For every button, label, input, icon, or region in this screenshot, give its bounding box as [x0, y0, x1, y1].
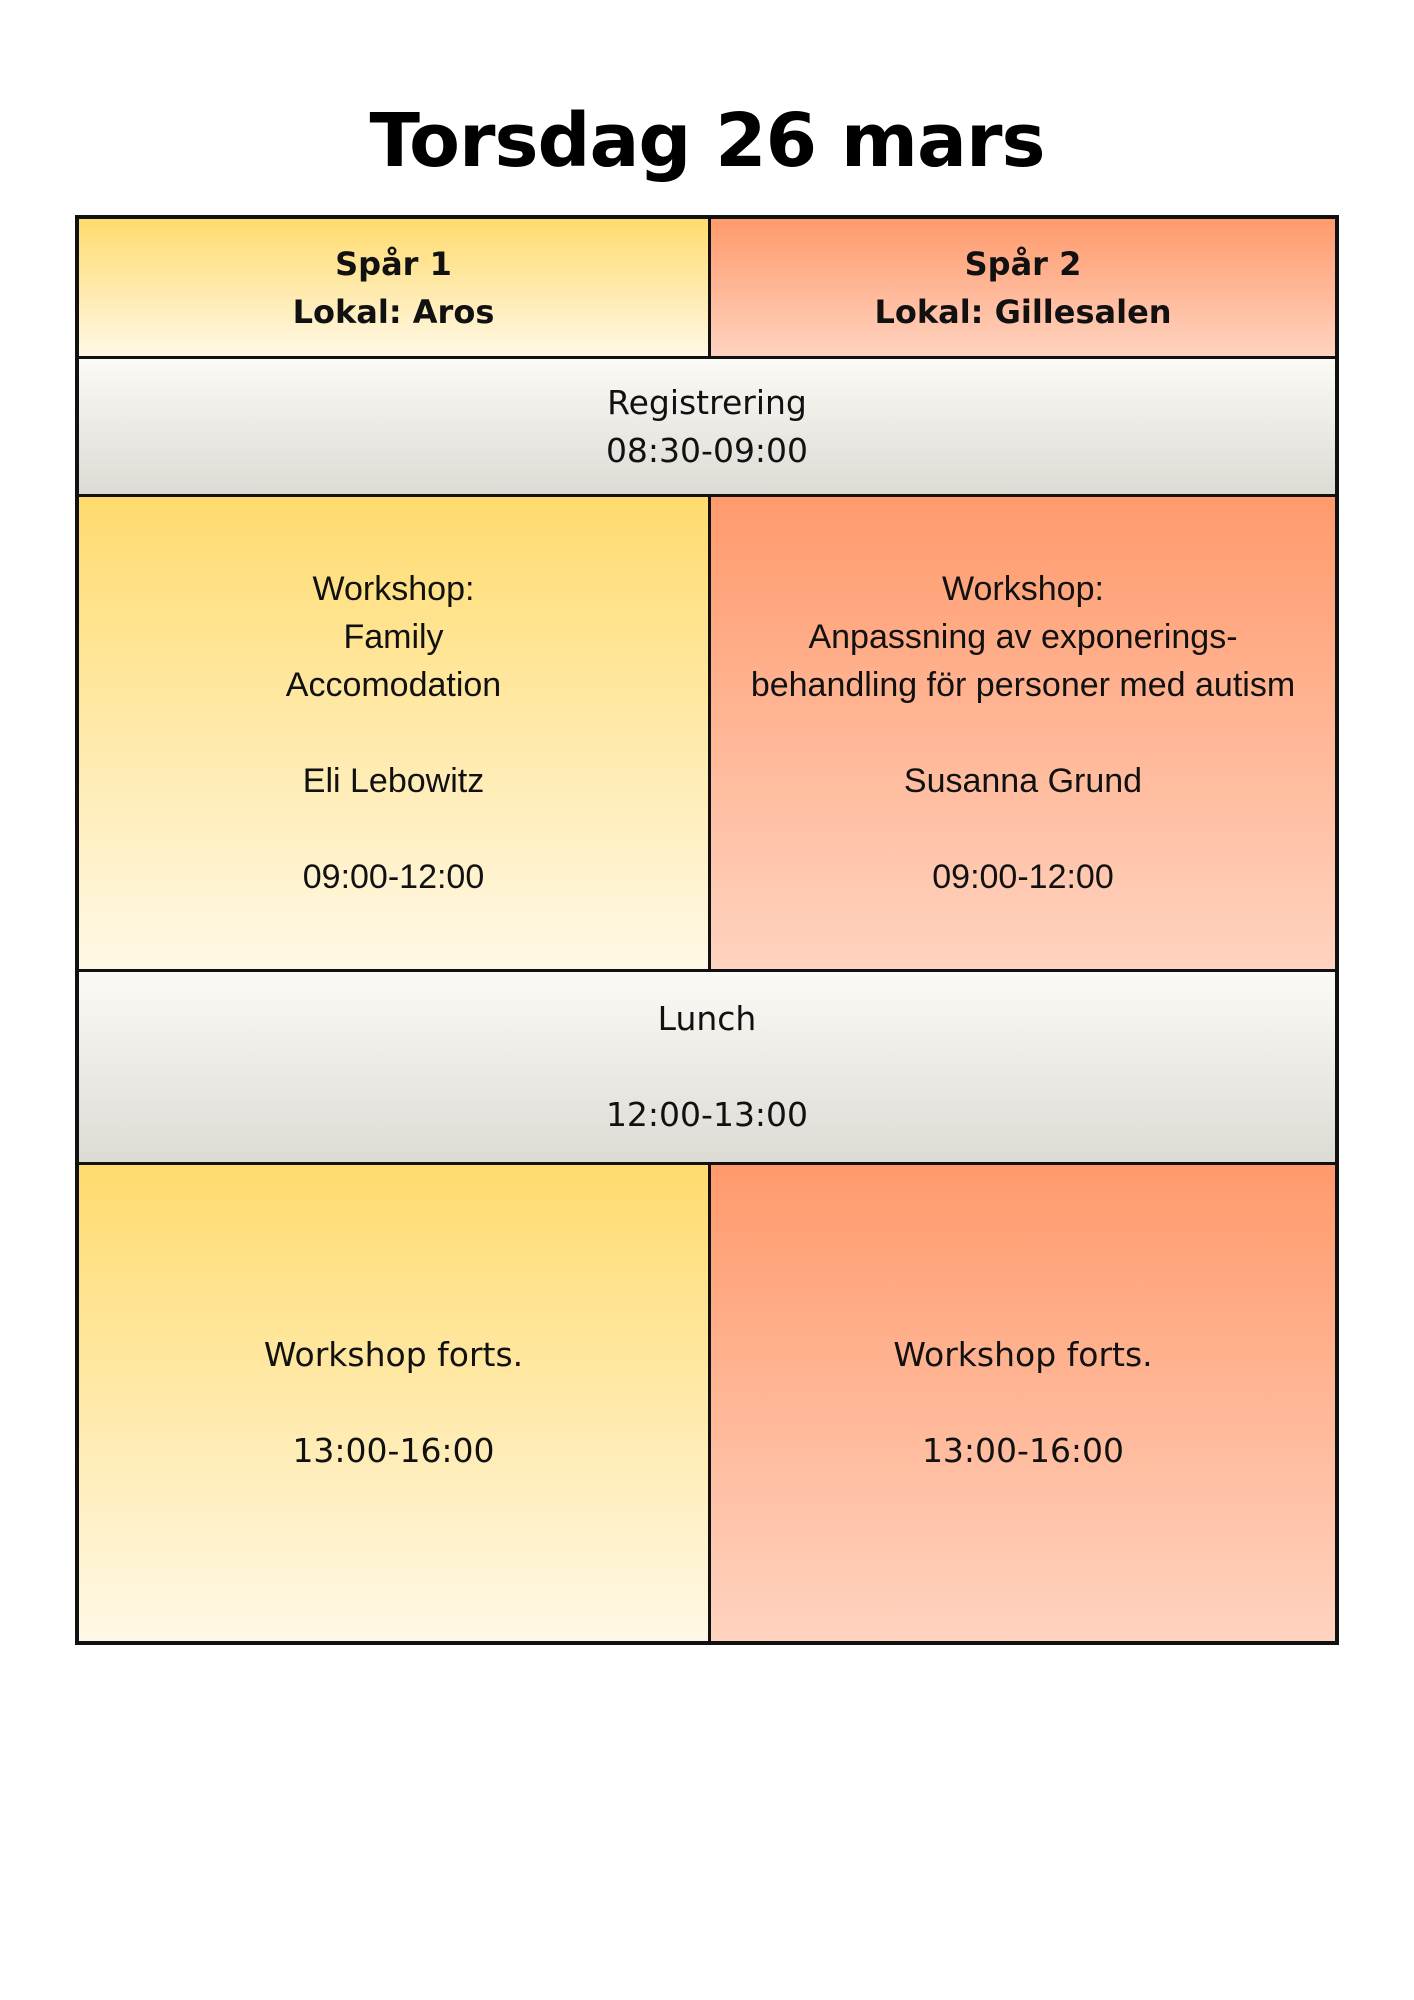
registration-time: 08:30-09:00	[605, 430, 809, 470]
continuation-2-time: 13:00-16:00	[921, 1431, 1125, 1470]
track-1-room: Lokal: Aros	[292, 292, 495, 331]
continuation-2-cell	[710, 1165, 1335, 1641]
track-1-header	[79, 219, 710, 359]
track-2-room: Lokal: Gillesalen	[874, 292, 1172, 331]
lunch-cell	[79, 972, 1335, 1165]
continuation-1-label: Workshop forts.	[263, 1335, 524, 1374]
lunch-time: 12:00-13:00	[605, 1095, 809, 1134]
workshop-1-label: Workshop:	[312, 570, 475, 608]
workshop-1-cell	[79, 497, 710, 972]
continuation-2-label: Workshop forts.	[893, 1335, 1153, 1374]
page-title: Torsdag 26 mars	[369, 98, 1045, 184]
workshop-2-speaker: Susanna Grund	[903, 762, 1143, 800]
track-2-name: Spår 2	[964, 244, 1082, 283]
track-2-header	[710, 219, 1335, 359]
workshop-1-speaker: Eli Lebowitz	[302, 762, 485, 800]
continuation-1-time: 13:00-16:00	[292, 1431, 495, 1470]
registration-cell	[79, 359, 1335, 497]
workshop-2-time: 09:00-12:00	[932, 858, 1114, 896]
lunch-label: Lunch	[657, 999, 757, 1038]
track-1-name: Spår 1	[335, 244, 452, 283]
workshop-2-title-line-1: Anpassning av exponerings-	[808, 618, 1238, 656]
continuation-1-cell	[79, 1165, 710, 1641]
workshop-2-title-line-2: behandling för personer med autism	[750, 666, 1296, 704]
schedule-table	[75, 215, 1339, 1645]
workshop-1-time: 09:00-12:00	[302, 858, 485, 896]
workshop-2-cell	[710, 497, 1335, 972]
workshop-2-label: Workshop:	[942, 570, 1104, 608]
workshop-1-title-line-2: Accomodation	[285, 666, 502, 704]
registration-label: Registrering	[607, 382, 807, 422]
workshop-1-title-line-1: Family	[343, 618, 444, 656]
